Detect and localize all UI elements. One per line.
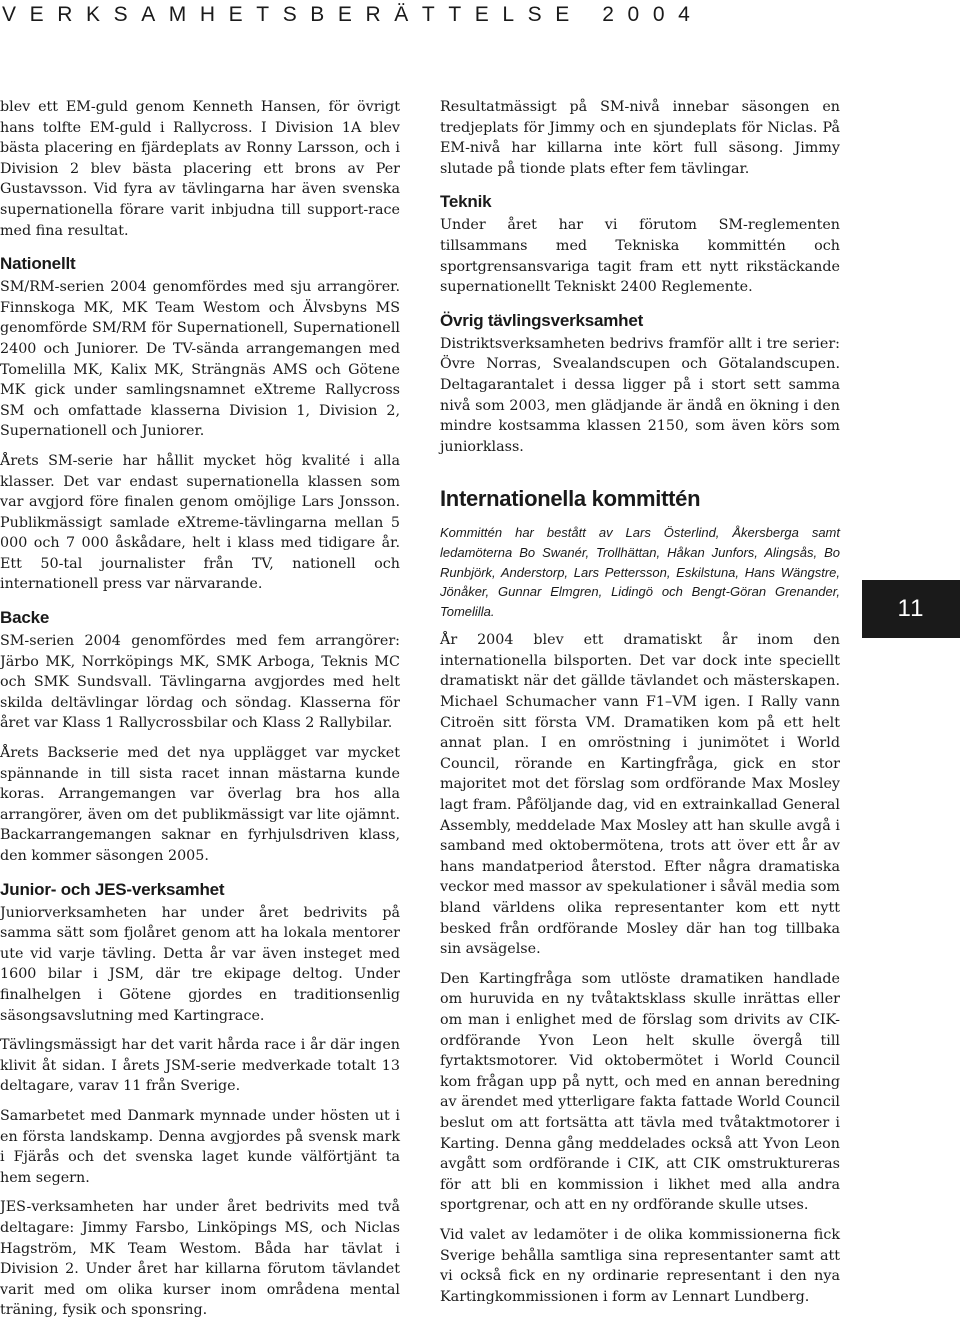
internationella-heading: Internationella kommittén <box>440 486 701 512</box>
teknik-paragraph: Under året har vi förutom SM-reglementen tillsammans med Tekniska kommittén och sportgrensansvariga tagit fram ett nytt rikstäckande supernationellt Tekniskt 2400 Reglemente. <box>440 217 840 296</box>
internationella-paragraph-1: År 2004 blev ett dramatiskt år inom den internationella bilsporten. Det var dock inte speciellt dramatiskt när det gällde tävlandet och mästerskapen. Michael Schumacher vann F1–VM igen. I Rally vann Citroën sitt första VM. Dramatiken kom på ett helt annat plan. I en omröstning i junimötet i World Council, rörande en Kartingfråga, gick en stor majoritet mot det förslag som ordförande Max Mosley lagt fram. Påföljande dag, vid en extrainkallad General Assembly, meddelade Max Mosley att han skulle avgå i samband med oktobermötena, trots att över ett år av hans mandatperiod återstod. Efter några dramatiska veckor med massor av spekulationer i såväl media som bland världens olika representanter kom ett nytt besked från ordförande Mosley där han tog tillbaka sin avsägelse. <box>440 632 840 958</box>
nationellt-paragraph-2: Årets SM-serie har hållit mycket hög kvalité i alla klasser. Det var endast supernationella klassen som var avgjord före finalen genom omöjlige Lars Jonsson. Publikmässigt samlade eXtreme-tävlingarna mellan 5 000 och 7 000 åskådare, helt i klass med tidigare år. Ett 50-tal journalister från TV, nationell och internationell press var närvarande. <box>0 452 400 593</box>
internationella-paragraph-2: Den Kartingfråga som utlöste dramatiken handlade om huruvida en ny tvåtaktsklass skulle inrättas eller om man i enlighet med de förslag som drivits av CIK-ordförande Yvon Leon helt skulle övergå till fyrtaktsmotorer. Vid oktobermötet i World Council kom frågan upp på nytt, och med en annan beredning av ärendet med ytterligare fakta fattade World Council beslut om att fortsätta att tävla med tvåtaktmotorer i Karting. Denna gång meddelades också att Yvon Leon avgått som ordförande i CIK, att CIK omstruktureras för att bli en kommission i likhet med alla andra sportgrenar, och att en ny ordförande skulle utses. <box>440 970 840 1214</box>
ovrig-paragraph: Distriktsverksamheten bedrivs framför allt i tre serier: Övre Norras, Svealandscupen och Götalandscupen. Deltagarantalet i dessa ligger på i stort sett samma nivå som 2003, men glädjande är ändå en ökning i den mindre kostsamma klassen 2150, som även körs som juniorklass. <box>440 335 840 455</box>
running-head: VERKSAMHETSBERÄTTELSE 2004 <box>2 3 704 26</box>
internationella-paragraph-3: Vid valet av ledamöter i de olika kommissionerna fick Sverige behålla samtliga sina representanter samt att vi också fick en ny ordinarie representant i den nya Kartingkommissionen i form av Lennart Lundberg. <box>440 1226 840 1305</box>
junior-paragraph-1: Juniorverksamheten har under året bedrivits på samma sätt som fjolåret genom att ha lokala mentorer ute vid varje tävling. Detta år var även insteget med 1600 bilar i JSM, där tre ekipage deltog. Under finalhelgen i Götene gjordes en traditionsenlig säsongsavslutning med Kartingrace. <box>0 904 400 1024</box>
junior-paragraph-2: Tävlingsmässigt har det varit hårda race i år där ingen klivit åt sidan. I årets JSM-serie medverkade totalt 13 deltagare, varav 11 från Sverige. <box>0 1037 400 1095</box>
right-intro-paragraph: Resultatmässigt på SM-nivå innebar säsongen en tredjeplats för Jimmy och en sjundeplats för Niclas. På EM-nivå har killarna inte kört full säsong. Jimmy slutade på tionde plats efter fem tävlingar. <box>440 99 840 177</box>
left-column <box>0 97 400 1321</box>
backe-paragraph-1: SM-serien 2004 genomfördes med fem arrangörer: Järbo MK, Norrköpings MK, SMK Arboga, Teknis MC och SMK Sundsvall. Tävlingarna avgjordes med helt skilda deltävlingar lördag och söndag. Klasserna för året var Klass 1 Rallycrossbilar och Klass 2 Rallybilar. <box>0 633 400 732</box>
page-number-tab: 11 <box>862 580 960 638</box>
ovrig-heading: Övrig tävlingsverksamhet <box>440 310 644 330</box>
junior-paragraph-3: Samarbetet med Danmark mynnade under hösten ut i en första landskamp. Denna avgjordes på svensk mark i Fjärås och det svenska laget kunde välförtjänt ta hem segern. <box>0 1107 400 1186</box>
backe-heading: Backe <box>0 608 50 628</box>
teknik-heading: Teknik <box>440 192 492 212</box>
nationellt-heading: Nationellt <box>0 254 76 274</box>
left-intro-paragraph: blev ett EM-guld genom Kenneth Hansen, för övrigt hans tolfte EM-guld i Rallycross. I Division 1A blev bästa placering en fjärdeplats av Ronny Larsson, och i Division 2 blev bästa placering ett brons av Per Gustavsson. Vid fyra av tävlingarna har även svenska supernationella förare varit inbjudna till support-race med fina resultat. <box>0 99 400 239</box>
right-column <box>440 97 840 1307</box>
backe-paragraph-2: Årets Backserie med det nya upplägget var mycket spännande in till sista racet innan mästarna kunde koras. Arrangemangen var överlag bra hos alla arrangörer, även om det publikmässigt var lite ojämnt. Backarrangemangen saknar en fyrhjulsdriven klass, den kommer säsongen 2005. <box>0 745 400 864</box>
nationellt-paragraph-1: SM/RM-serien 2004 genomfördes med sju arrangörer. Finnskoga MK, MK Team Westom och Älvsbyns MS genomförde SM/RM för Supernationell, Supernationell 2400 och Juniorer. De TV-sända arrangemangen med Tomelilla MK, Kalix MK, Strängnäs AMS och Götene MK gick under samlingsnamnet eXtreme Rallycross SM och omfattade klasserna Division 1, Division 2, Supernationell och Juniorer. <box>0 279 400 440</box>
internationella-intro: Kommittén har bestått av Lars Österlind, Åkersberga samt ledamöterna Bo Swanér, Trollhättan, Håkan Junfors, Alingsås, Bo Runbjörk, Anderstorp, Lars Pettersson, Eskilstuna, Hans Wängstre, Jönåker, Gunnar Elmgren, Lidingö och Bengt-Göran Grenander, Tomelilla. <box>440 525 840 619</box>
junior-heading: Junior- och JES-verksamhet <box>0 879 225 899</box>
junior-paragraph-4: JES-verksamheten har under året bedrivits med två deltagare: Jimmy Farsbo, Linköpings MS, och Niclas Hagström, MK Team Westom. Båda har tävlat i Division 2. Under året har killarna förutom tävlandet varit med om olika kurser inom områdena mental träning, fysik och sponsring. <box>0 1199 400 1319</box>
